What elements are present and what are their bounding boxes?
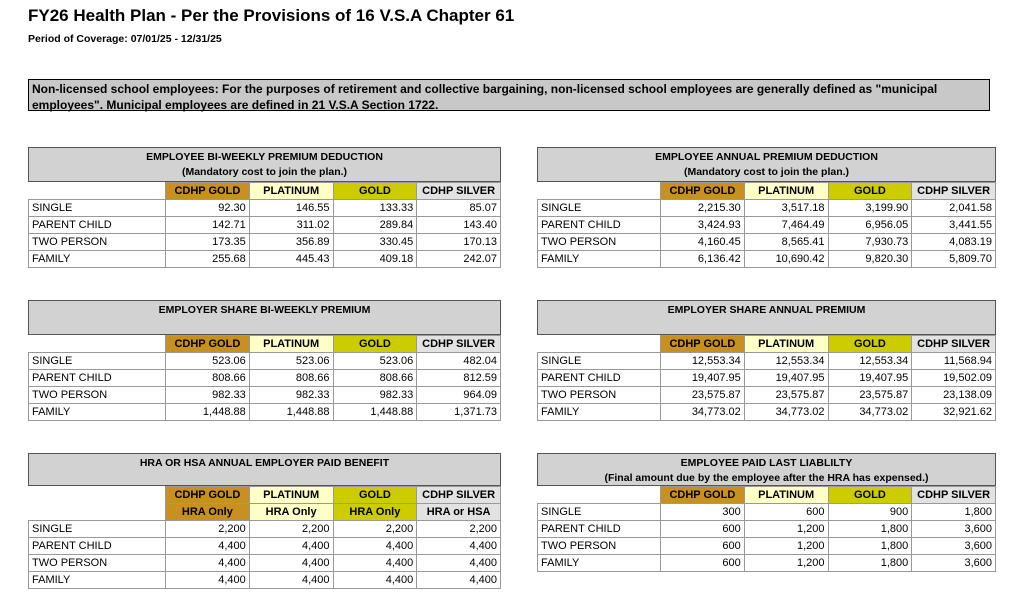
table-row xyxy=(29,521,501,538)
employer-biweekly-panel xyxy=(28,300,501,421)
amount-cell: 34,773.02 xyxy=(661,404,745,421)
column-header-row xyxy=(538,336,996,353)
amount-cell: 964.09 xyxy=(417,387,501,404)
amount-cell: 600 xyxy=(661,521,745,538)
amount-cell: 12,553.34 xyxy=(744,353,828,370)
amount-cell: 32,921.62 xyxy=(912,404,996,421)
amount-cell: 242.07 xyxy=(417,251,501,268)
premium-table xyxy=(537,335,996,421)
amount-cell: 23,575.87 xyxy=(744,387,828,404)
plan-column-header: GOLD xyxy=(333,487,417,504)
table-row xyxy=(538,387,996,404)
panel-header xyxy=(28,453,501,486)
plan-column-header: CDHP SILVER xyxy=(912,336,996,353)
coverage-tier-label: FAMILY xyxy=(29,404,166,421)
amount-cell: 4,400 xyxy=(417,572,501,589)
amount-cell: 1,371.73 xyxy=(417,404,501,421)
amount-cell: 2,200 xyxy=(417,521,501,538)
column-header-row xyxy=(538,487,996,504)
plan-column-header: PLATINUM xyxy=(744,183,828,200)
amount-cell: 1,800 xyxy=(912,504,996,521)
corner-cell xyxy=(29,183,166,200)
amount-cell: 600 xyxy=(661,555,745,572)
amount-cell: 289.84 xyxy=(333,217,417,234)
amount-cell: 23,138.09 xyxy=(912,387,996,404)
amount-cell: 142.71 xyxy=(166,217,250,234)
amount-cell: 255.68 xyxy=(166,251,250,268)
table-row xyxy=(29,234,501,251)
plan-column-header: CDHP GOLD xyxy=(661,487,745,504)
panel-header xyxy=(28,147,501,182)
coverage-tier-label: FAMILY xyxy=(29,572,166,589)
amount-cell: 7,930.73 xyxy=(828,234,912,251)
amount-cell: 1,800 xyxy=(828,521,912,538)
coverage-tier-label: FAMILY xyxy=(538,404,661,421)
column-header-row xyxy=(538,183,996,200)
coverage-tier-label: PARENT CHILD xyxy=(538,370,661,387)
table-row xyxy=(538,521,996,538)
amount-cell: 6,956.05 xyxy=(828,217,912,234)
coverage-tier-label: PARENT CHILD xyxy=(29,370,166,387)
amount-cell: 523.06 xyxy=(166,353,250,370)
plan-column-header: PLATINUM xyxy=(744,487,828,504)
panel-title: EMPLOYEE BI-WEEKLY PREMIUM DEDUCTION xyxy=(146,151,383,163)
panel-header xyxy=(28,300,501,335)
coverage-tier-label: PARENT CHILD xyxy=(538,217,661,234)
amount-cell: 445.43 xyxy=(249,251,333,268)
amount-cell: 4,400 xyxy=(249,572,333,589)
panel-title: EMPLOYEE ANNUAL PREMIUM DEDUCTION xyxy=(655,151,878,163)
coverage-tier-label: SINGLE xyxy=(29,353,166,370)
amount-cell: 3,199.90 xyxy=(828,200,912,217)
table-row xyxy=(538,555,996,572)
amount-cell: 3,441.55 xyxy=(912,217,996,234)
table-row xyxy=(538,251,996,268)
premium-table xyxy=(28,335,501,421)
table-row xyxy=(29,217,501,234)
amount-cell: 300 xyxy=(661,504,745,521)
amount-cell: 1,448.88 xyxy=(333,404,417,421)
table-row xyxy=(538,200,996,217)
amount-cell: 4,400 xyxy=(417,555,501,572)
amount-cell: 3,600 xyxy=(912,521,996,538)
corner-cell xyxy=(29,504,166,521)
amount-cell: 23,575.87 xyxy=(661,387,745,404)
amount-cell: 85.07 xyxy=(417,200,501,217)
employee-annual-panel xyxy=(537,147,996,268)
plan-column-header: GOLD xyxy=(828,487,912,504)
amount-cell: 19,407.95 xyxy=(828,370,912,387)
panel-note: (Final amount due by the employee after the HRA has expensed.) xyxy=(604,472,929,484)
amount-cell: 600 xyxy=(744,504,828,521)
coverage-tier-label: SINGLE xyxy=(538,200,661,217)
amount-cell: 1,448.88 xyxy=(249,404,333,421)
table-row xyxy=(538,404,996,421)
employee-biweekly-panel xyxy=(28,147,501,268)
amount-cell: 12,553.34 xyxy=(661,353,745,370)
panel-title: EMPLOYER SHARE BI-WEEKLY PREMIUM xyxy=(158,304,371,316)
plan-column-header: PLATINUM xyxy=(249,336,333,353)
amount-cell: 4,400 xyxy=(249,555,333,572)
corner-cell xyxy=(538,487,661,504)
plan-column-header: GOLD xyxy=(828,336,912,353)
amount-cell: 1,200 xyxy=(744,538,828,555)
employer-annual-panel xyxy=(537,300,996,421)
amount-cell: 1,200 xyxy=(744,521,828,538)
amount-cell: 4,400 xyxy=(166,538,250,555)
amount-cell: 2,200 xyxy=(333,521,417,538)
plan-column-header: CDHP SILVER xyxy=(417,336,501,353)
amount-cell: 600 xyxy=(661,538,745,555)
amount-cell: 808.66 xyxy=(249,370,333,387)
last-liability-panel xyxy=(537,453,996,572)
amount-cell: 982.33 xyxy=(166,387,250,404)
amount-cell: 982.33 xyxy=(249,387,333,404)
panel-title: EMPLOYEE PAID LAST LIABLILTY xyxy=(680,457,853,469)
panel-note: (Mandatory cost to join the plan.) xyxy=(683,166,850,178)
amount-cell: 34,773.02 xyxy=(744,404,828,421)
amount-cell: 146.55 xyxy=(249,200,333,217)
amount-cell: 4,400 xyxy=(166,572,250,589)
premium-table xyxy=(537,182,996,268)
column-header-row xyxy=(29,183,501,200)
amount-cell: 8,565.41 xyxy=(744,234,828,251)
amount-cell: 10,690.42 xyxy=(744,251,828,268)
panel-title: EMPLOYER SHARE ANNUAL PREMIUM xyxy=(667,304,866,316)
corner-cell xyxy=(29,487,166,504)
amount-cell: 23,575.87 xyxy=(828,387,912,404)
amount-cell: 523.06 xyxy=(249,353,333,370)
coverage-period: Period of Coverage: 07/01/25 - 12/31/25 xyxy=(28,33,222,45)
amount-cell: 2,200 xyxy=(166,521,250,538)
coverage-tier-label: TWO PERSON xyxy=(29,555,166,572)
hra-hsa-panel xyxy=(28,453,501,589)
amount-cell: 356.89 xyxy=(249,234,333,251)
amount-cell: 4,160.45 xyxy=(661,234,745,251)
table-row xyxy=(29,370,501,387)
table-row xyxy=(29,572,501,589)
amount-cell: 19,407.95 xyxy=(744,370,828,387)
amount-cell: 12,553.34 xyxy=(828,353,912,370)
plan-column-header: CDHP SILVER xyxy=(912,183,996,200)
table-row xyxy=(29,538,501,555)
plan-column-header: CDHP GOLD xyxy=(166,487,250,504)
amount-cell: 4,400 xyxy=(166,555,250,572)
premium-table xyxy=(537,486,996,572)
amount-cell: 1,800 xyxy=(828,555,912,572)
amount-cell: 34,773.02 xyxy=(828,404,912,421)
plan-column-subheader: HRA Only xyxy=(333,504,417,521)
amount-cell: 9,820.30 xyxy=(828,251,912,268)
amount-cell: 5,809.70 xyxy=(912,251,996,268)
amount-cell: 523.06 xyxy=(333,353,417,370)
column-header-row xyxy=(29,336,501,353)
plan-column-header: GOLD xyxy=(333,336,417,353)
table-row xyxy=(29,353,501,370)
plan-column-header: CDHP SILVER xyxy=(912,487,996,504)
coverage-tier-label: TWO PERSON xyxy=(538,234,661,251)
amount-cell: 4,400 xyxy=(249,538,333,555)
coverage-tier-label: SINGLE xyxy=(29,521,166,538)
amount-cell: 4,400 xyxy=(333,555,417,572)
amount-cell: 19,502.09 xyxy=(912,370,996,387)
amount-cell: 170.13 xyxy=(417,234,501,251)
coverage-tier-label: PARENT CHILD xyxy=(538,521,661,538)
plan-column-subheader: HRA or HSA xyxy=(417,504,501,521)
coverage-tier-label: SINGLE xyxy=(538,353,661,370)
panel-header xyxy=(537,300,996,335)
coverage-tier-label: PARENT CHILD xyxy=(29,217,166,234)
amount-cell: 4,083.19 xyxy=(912,234,996,251)
amount-cell: 982.33 xyxy=(333,387,417,404)
coverage-tier-label: SINGLE xyxy=(29,200,166,217)
amount-cell: 143.40 xyxy=(417,217,501,234)
premium-table xyxy=(28,182,501,268)
amount-cell: 173.35 xyxy=(166,234,250,251)
amount-cell: 4,400 xyxy=(333,572,417,589)
plan-column-header: CDHP GOLD xyxy=(166,183,250,200)
coverage-tier-label: TWO PERSON xyxy=(538,538,661,555)
amount-cell: 4,400 xyxy=(333,538,417,555)
amount-cell: 482.04 xyxy=(417,353,501,370)
coverage-tier-label: FAMILY xyxy=(29,251,166,268)
amount-cell: 900 xyxy=(828,504,912,521)
amount-cell: 1,200 xyxy=(744,555,828,572)
panel-note: (Mandatory cost to join the plan.) xyxy=(181,166,348,178)
table-row xyxy=(29,404,501,421)
amount-cell: 11,568.94 xyxy=(912,353,996,370)
table-row xyxy=(538,538,996,555)
amount-cell: 4,400 xyxy=(417,538,501,555)
column-subheader-row xyxy=(29,504,501,521)
plan-column-header: GOLD xyxy=(828,183,912,200)
corner-cell xyxy=(538,336,661,353)
table-row xyxy=(29,555,501,572)
corner-cell xyxy=(538,183,661,200)
non-licensed-notice: Non-licensed school employees: For the purposes of retirement and collective bargaining, non-licensed school employees are generally defined as "municipal employees". Municipal employees are defined in 21 V.S.A Section 1722. xyxy=(28,79,990,111)
plan-column-header: CDHP GOLD xyxy=(166,336,250,353)
table-row xyxy=(29,387,501,404)
table-row xyxy=(29,200,501,217)
plan-column-subheader: HRA Only xyxy=(249,504,333,521)
panel-header xyxy=(537,453,996,486)
amount-cell: 1,448.88 xyxy=(166,404,250,421)
amount-cell: 3,517.18 xyxy=(744,200,828,217)
amount-cell: 330.45 xyxy=(333,234,417,251)
amount-cell: 409.18 xyxy=(333,251,417,268)
table-row xyxy=(538,353,996,370)
plan-column-header: PLATINUM xyxy=(249,487,333,504)
amount-cell: 1,800 xyxy=(828,538,912,555)
coverage-tier-label: SINGLE xyxy=(538,504,661,521)
column-header-row xyxy=(29,487,501,504)
amount-cell: 2,200 xyxy=(249,521,333,538)
coverage-tier-label: TWO PERSON xyxy=(29,234,166,251)
plan-column-header: PLATINUM xyxy=(744,336,828,353)
panel-title: HRA OR HSA ANNUAL EMPLOYER PAID BENEFIT xyxy=(139,457,390,469)
amount-cell: 92.30 xyxy=(166,200,250,217)
table-row xyxy=(538,217,996,234)
amount-cell: 808.66 xyxy=(333,370,417,387)
coverage-tier-label: TWO PERSON xyxy=(29,387,166,404)
amount-cell: 133.33 xyxy=(333,200,417,217)
plan-column-header: PLATINUM xyxy=(249,183,333,200)
amount-cell: 19,407.95 xyxy=(661,370,745,387)
plan-column-subheader: HRA Only xyxy=(166,504,250,521)
amount-cell: 808.66 xyxy=(166,370,250,387)
page-title: FY26 Health Plan - Per the Provisions of 16 V.S.A Chapter 61 xyxy=(28,6,515,25)
amount-cell: 6,136.42 xyxy=(661,251,745,268)
amount-cell: 2,215.30 xyxy=(661,200,745,217)
plan-column-header: CDHP GOLD xyxy=(661,183,745,200)
plan-column-header: CDHP GOLD xyxy=(661,336,745,353)
plan-column-header: GOLD xyxy=(333,183,417,200)
coverage-tier-label: FAMILY xyxy=(538,555,661,572)
plan-column-header: CDHP SILVER xyxy=(417,183,501,200)
table-row xyxy=(29,251,501,268)
amount-cell: 3,600 xyxy=(912,538,996,555)
amount-cell: 812.59 xyxy=(417,370,501,387)
corner-cell xyxy=(29,336,166,353)
premium-table xyxy=(28,486,501,589)
coverage-tier-label: PARENT CHILD xyxy=(29,538,166,555)
amount-cell: 311.02 xyxy=(249,217,333,234)
table-row xyxy=(538,370,996,387)
amount-cell: 2,041.58 xyxy=(912,200,996,217)
panel-header xyxy=(537,147,996,182)
coverage-tier-label: TWO PERSON xyxy=(538,387,661,404)
amount-cell: 3,600 xyxy=(912,555,996,572)
plan-column-header: CDHP SILVER xyxy=(417,487,501,504)
amount-cell: 3,424.93 xyxy=(661,217,745,234)
table-row xyxy=(538,504,996,521)
amount-cell: 7,464.49 xyxy=(744,217,828,234)
table-row xyxy=(538,234,996,251)
coverage-tier-label: FAMILY xyxy=(538,251,661,268)
